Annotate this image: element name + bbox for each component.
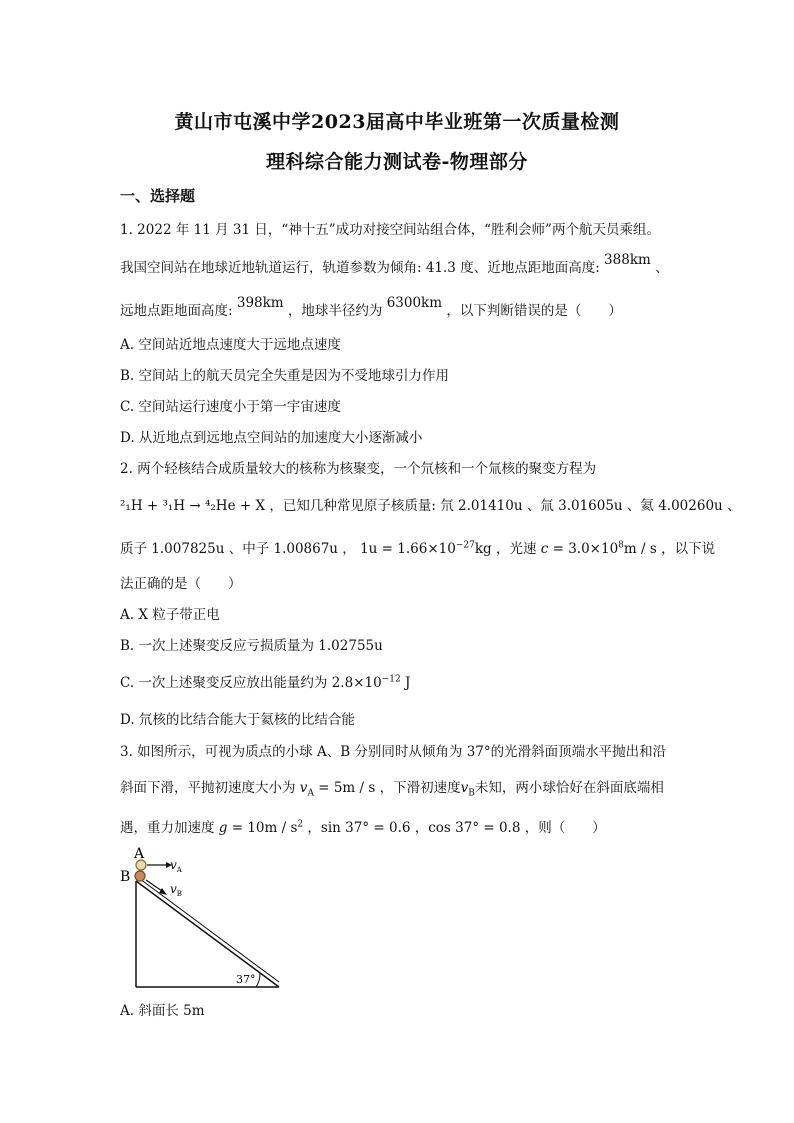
q2-line3 (120, 537, 715, 557)
q2-option-b: B. 一次上述聚变反应亏损质量为 1.02755u (120, 638, 383, 654)
q3-line2: 斜面下滑，平抛初速度大小为 $v_A = 5m / s$ ，下滑初速度$v_B$未知，两小球恰好在斜面底端相 (120, 780, 664, 799)
label-a: A (134, 846, 145, 862)
q1-line2-sep: 、 (655, 260, 669, 276)
va-label: $v_A$ (170, 858, 182, 874)
exam-subtitle: 理科综合能力测试卷-物理部分 (266, 151, 528, 173)
q2-option-a: A. X 粒子带正电 (120, 607, 220, 623)
q2-option-d: D. 氘核的比结合能大于氦核的比结合能 (120, 712, 355, 728)
q1-line1: 1. 2022 年 11 月 31 日，“神十五”成功对接空间站组合体，“胜利会师”两个航天员乘组。 (120, 222, 660, 238)
vb-label: $v_B$ (170, 882, 182, 898)
q1-option-a: A. 空间站近地点速度大于远地点速度 (120, 337, 341, 353)
exam-title: 黄山市屯溪中学2023届高中毕业班第一次质量检测 (174, 111, 620, 133)
angle-arc (256, 973, 260, 987)
incline-surface (136, 881, 279, 987)
q3-va-expression: $v_A = 5m / s$ (299, 780, 376, 799)
incline-diagram (116, 843, 286, 993)
incline-top-edge (136, 876, 279, 982)
q2-unit-conversion: $1u = 1.66\times 10^{-27}kg$ (360, 540, 492, 557)
q2-line1: 2. 两个轻核结合成质量较大的核称为核聚变，一个氘核和一个氚核的聚变方程为 (120, 461, 597, 477)
q3-line3: 遇，重力加速度 $g = 10m / s^2$ ，sin 37° = 0.6 ，cos 37° = 0.8 ，则（ ） (120, 819, 606, 836)
q1-perigee-value: 388km (604, 252, 651, 268)
angle-label: 37° (236, 973, 256, 986)
section-heading: 一、选择题 (120, 187, 196, 205)
q3-option-a: A. 斜面长 5m (120, 1003, 205, 1019)
label-b: B (120, 869, 131, 885)
q1-line3-mid: ，地球半径约为 (287, 303, 383, 319)
q1-option-c: C. 空间站运行速度小于第一宇宙速度 (120, 399, 341, 415)
q2-line2 (120, 494, 741, 514)
q2-option-c: C. 一次上述聚变反应放出能量约为 $2.8\times 10^{-12}$ J (120, 674, 411, 691)
q2-line4: 法正确的是（ ） (120, 576, 242, 592)
q1-line3-end: ，以下判断错误的是（ ） (446, 303, 622, 319)
q1-apogee-value: 398km (236, 295, 284, 311)
q1-line2-text: 我国空间站在地球近地轨道运行，轨道参数为倾角: 41.3 度、近地点距地面高度: (120, 260, 600, 276)
q2-line2-text: ，已知几种常见原子核质量: 氘 2.01410u 、氚 3.01605u 、氦 4.00260u 、 (269, 498, 741, 514)
q1-line2 (120, 252, 669, 276)
q3-line1: 3. 如图所示，可视为质点的小球 A、B 分别同时从倾角为 37°的光滑斜面顶端水平抛出和沿 (120, 744, 667, 760)
q3-gravity-expression: $g = 10m / s^2$ (218, 819, 304, 836)
q2-fusion-equation: ²₁H + ³₁H → ⁴₂He + X (120, 498, 266, 514)
q1-option-d: D. 从近地点到远地点空间站的加速度大小逐渐减小 (120, 430, 423, 446)
q2-line3-text: 质子 1.007825u 、中子 1.00867u ， (120, 541, 356, 557)
q1-line3 (120, 295, 622, 319)
q2-line3-mid: ，光速 (495, 541, 537, 557)
q1-line3-text: 远地点距地面高度: (120, 303, 233, 319)
q1-radius-value: 6300km (386, 295, 443, 311)
ball-b (135, 871, 145, 881)
q1-option-b: B. 空间站上的航天员完全失重是因为不受地球引力作用 (120, 368, 450, 384)
q2-light-speed: $c = 3.0\times 10^8m / s$ (540, 540, 657, 557)
q2-line3-end: ，以下说 (661, 541, 716, 557)
